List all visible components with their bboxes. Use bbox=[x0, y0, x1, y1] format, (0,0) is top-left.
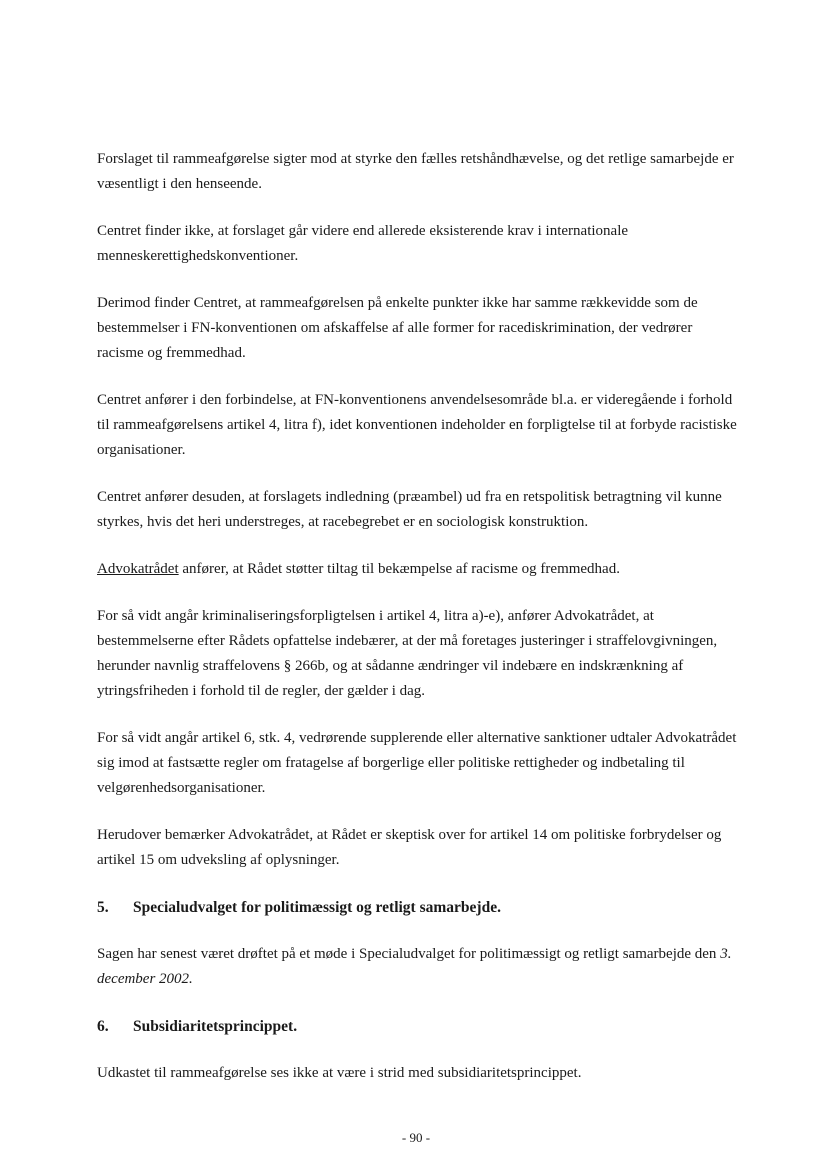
paragraph: For så vidt angår kriminaliseringsforpligtelsen i artikel 4, litra a)-e), anfører Advokatrådet, at bestemmelserne efter Rådets opfattelse indebærer, at der må foretages justeringer i straffelovgivningen, herunder navnlig straffelovens § 266b, og at sådanne ændringer vil indebære en indskrænkning af ytringsfriheden i forhold til de regler, der gælder i dag. bbox=[97, 608, 718, 699]
paragraph: Centret anfører i den forbindelse, at FN-konventionens anvendelsesområde bl.a. er videregående i forhold til rammeafgørelsens artikel 4, litra f), idet konventionen indeholder en forpligtelse til at forbyde racistiske organisationer. bbox=[97, 392, 737, 458]
paragraph: For så vidt angår artikel 6, stk. 4, vedrørende supplerende eller alternative sanktioner udtaler Advokatrådet sig imod at fastsætte regler om fratagelse af borgerlige eller politiske rettigheder og indbetaling til velgørenhedsorganisationer. bbox=[97, 730, 737, 796]
section-heading bbox=[97, 1014, 737, 1039]
section-number: 5. bbox=[97, 899, 109, 916]
paragraph: Herudover bemærker Advokatrådet, at Rådet er skeptisk over for artikel 14 om politiske forbrydelser og artikel 15 om udveksling af oplysninger. bbox=[97, 827, 722, 868]
meeting-date: 3. december 2002. bbox=[97, 946, 732, 987]
paragraph: Udkastet til rammeafgørelse ses ikke at være i strid med subsidiaritetsprincippet. bbox=[97, 1065, 582, 1081]
paragraph bbox=[97, 942, 737, 992]
section-heading bbox=[97, 895, 737, 920]
page-number: - 90 - bbox=[401, 1130, 431, 1145]
underlined-org-name: Advokatrådet bbox=[97, 561, 179, 577]
section-number: 6. bbox=[97, 1018, 109, 1035]
document-body bbox=[97, 147, 737, 1108]
paragraph: Centret finder ikke, at forslaget går videre end allerede eksisterende krav i internationale menneskerettighedskonventioner. bbox=[97, 223, 629, 264]
paragraph bbox=[97, 557, 737, 582]
paragraph: Derimod finder Centret, at rammeafgørelsen på enkelte punkter ikke har samme rækkevidde som de bestemmelser i FN-konventionen om afskaffelse af alle former for racediskrimination, der vedrører racisme og fremmedhad. bbox=[97, 295, 698, 361]
paragraph: Centret anfører desuden, at forslagets indledning (præambel) ud fra en retspolitisk betragtning vil kunne styrkes, hvis det heri understreges, at racebegrebet er en sociologisk konstruktion. bbox=[97, 489, 722, 530]
paragraph-text: anfører, at Rådet støtter tiltag til bekæmpelse af racisme og fremmedhad. bbox=[178, 561, 620, 577]
paragraph-text: Sagen har senest været drøftet på et møde i Specialudvalget for politimæssigt og retligt samarbejde den bbox=[97, 946, 721, 962]
section-title: Specialudvalget for politimæssigt og retligt samarbejde. bbox=[133, 899, 501, 916]
paragraph: Forslaget til rammeafgørelse sigter mod at styrke den fælles retshåndhævelse, og det retlige samarbejde er væsentligt i den henseende. bbox=[97, 151, 734, 192]
section-title: Subsidiaritetsprincippet. bbox=[133, 1018, 298, 1035]
